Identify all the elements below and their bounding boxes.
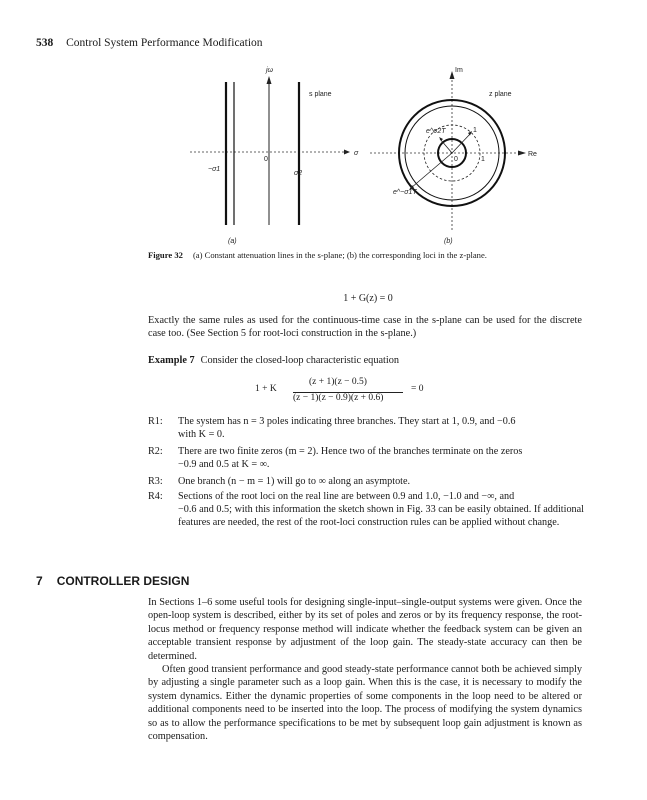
paragraph-compensation: Often good transient performance and good steady-state performance cannot both be achieved simply by adjusting a single parameter such as a loop gain. When this is the case, it is necessary to modify the system dynamics. Either the dynamic properties of some components in the loop need to be altered or additional components need to be inserted into the loop. The process of modifying the system dynamics so as to allow the performance specifications to be met by subsequent loop gain adjustment is known as compensation. (148, 664, 582, 743)
rule-line: −0.6 and 0.5; with this information the sketch shown in Fig. 33 can be easily obtained. If additional features are needed, the rest of the root-loci construction rules can be applied without change. (178, 504, 584, 529)
equation-numerator: (z + 1)(z − 0.5) (309, 377, 367, 387)
re-arrow-icon (518, 151, 526, 156)
figure-caption-label: Figure 32 (148, 250, 183, 260)
sigma-arrow-icon (344, 150, 350, 155)
jw-arrow-icon (267, 76, 272, 84)
rule-line: One branch (n − m = 1) will go to ∞ along an asymptote. (178, 476, 411, 487)
figure-caption (148, 250, 588, 260)
rule-key: R2: (148, 446, 163, 457)
rule-r1 (148, 415, 584, 441)
panel-b-label: (b) (444, 238, 453, 245)
re-label: Re (528, 151, 537, 158)
s-plane-diagram (190, 67, 359, 245)
equation-rhs: = 0 (411, 384, 424, 394)
origin-label-b: 0 (454, 156, 458, 163)
rule-line: The system has n = 3 poles indicating three branches. They start at 1, 0.9, and −0.6 (178, 416, 516, 427)
z-plane-label: z plane (489, 91, 512, 98)
one-label: 1 (481, 156, 485, 163)
unit-radius-label: 1 (473, 127, 477, 134)
outer-radius-label: e^−σ1T (393, 189, 417, 196)
unit-radius-arrow (452, 133, 471, 153)
running-header (36, 37, 263, 49)
jw-label: jω (266, 67, 274, 74)
example-text: Consider the closed-loop characteristic equation (200, 355, 400, 366)
origin-label-a: 0 (264, 156, 268, 163)
page-number: 538 (36, 37, 54, 49)
rule-key: R4: (148, 491, 163, 502)
figure-caption-text: (a) Constant attenuation lines in the s-plane; (b) the corresponding loci in the z-plane. (192, 250, 487, 260)
rule-line: Sections of the root loci on the real line are between 0.9 and 1.0, −1.0 and −∞, and (178, 491, 515, 502)
example-label: Example 7 (148, 355, 195, 366)
equation-1: 1 + G(z) = 0 (343, 293, 393, 304)
paragraph-controller-intro: In Sections 1–6 some useful tools for designing single-input–single-output systems were given. Once the open-loop system is described, either by its set of poles and zeros or by its frequency response, the root-locus method or frequency response method will indicate whether the feedback system can be given an acceptable transient response by adjustment of the loop gain. The steady-state accuracy can then be determined. (148, 597, 582, 662)
rule-r4 (148, 490, 584, 530)
running-title: Control System Performance Modification (66, 37, 263, 49)
example-title (148, 355, 399, 366)
section-number: 7 (36, 574, 43, 588)
z-plane-diagram (370, 67, 537, 245)
equation-lhs: 1 + K (255, 384, 277, 394)
panel-a-label: (a) (228, 238, 237, 245)
inner-radius-label: e^σ2T (426, 128, 446, 135)
rule-line: with K = 0. (178, 429, 225, 441)
neg-sigma1-label: −σ1 (208, 166, 221, 173)
rule-line: −0.9 and 0.5 at K = ∞. (178, 459, 270, 471)
figure-32 (190, 60, 550, 250)
rule-key: R3: (148, 476, 163, 487)
outer-radius-arrow (411, 153, 452, 188)
im-label: Im (455, 67, 463, 74)
s-plane-label: s plane (309, 91, 332, 98)
im-arrow-icon (450, 71, 455, 79)
section-title: CONTROLLER DESIGN (56, 574, 190, 588)
inner-radius-arrowhead-icon (439, 137, 443, 141)
equation-denominator: (z − 1)(z − 0.9)(z + 0.6) (293, 393, 384, 403)
rule-r3 (148, 475, 584, 488)
rule-key: R1: (148, 416, 163, 427)
rule-r2 (148, 445, 584, 471)
rule-line: There are two finite zeros (m = 2). Hence two of the branches terminate on the zeros (178, 446, 523, 457)
paragraph-rules-intro: Exactly the same rules as used for the continuous-time case in the s-plane can be used for the discrete case too. (See Section 5 for root-loci construction in the s-plane.) (148, 315, 582, 340)
section-heading (36, 574, 189, 588)
sigma-label: σ (354, 150, 359, 157)
sigma2-label: σ2 (294, 170, 303, 177)
